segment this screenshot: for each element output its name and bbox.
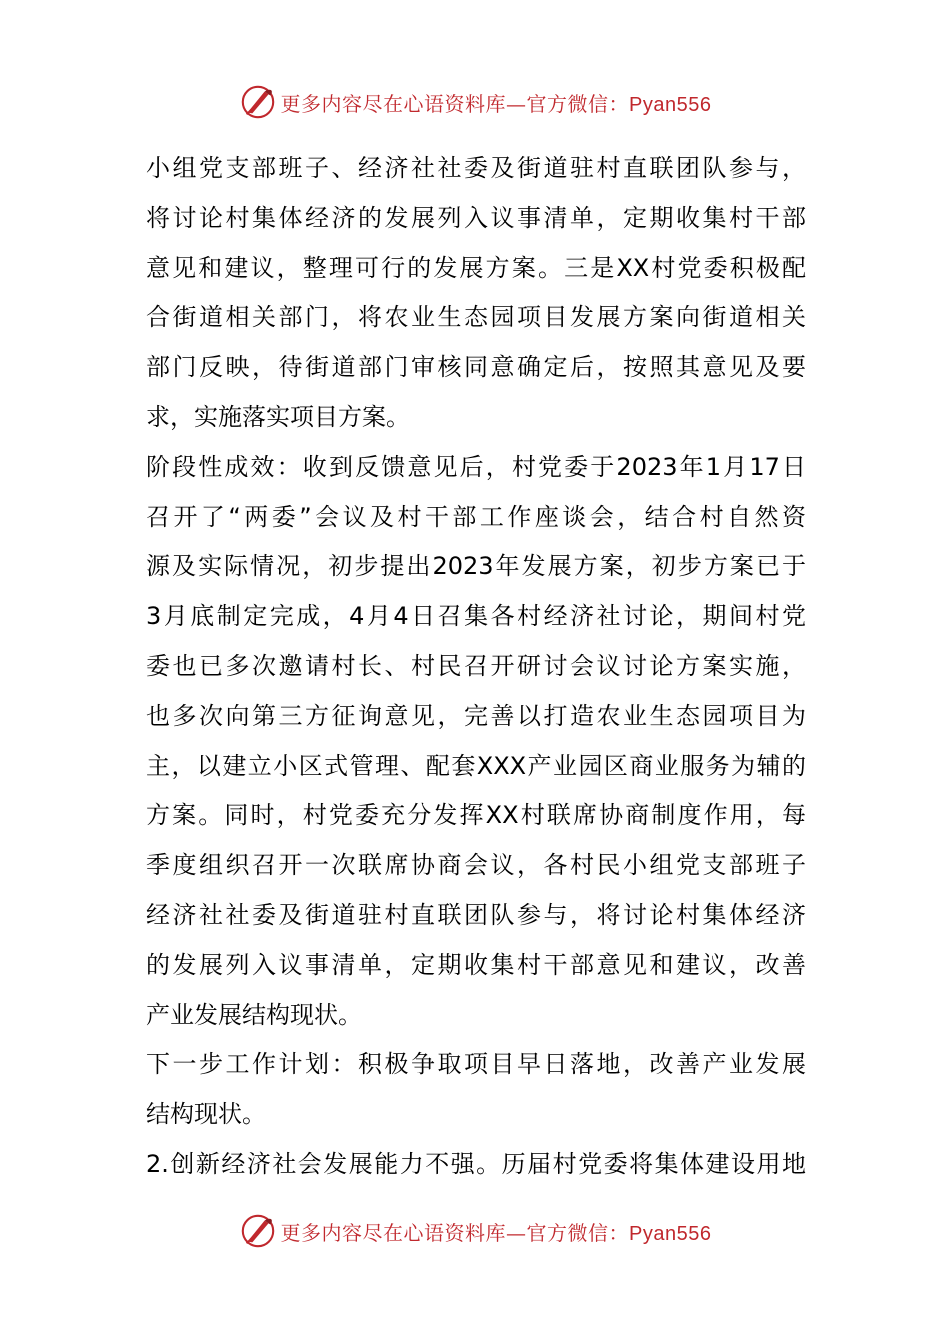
document-body: [146, 144, 806, 1190]
body-text-line: 下一步工作计划：积极争取项目早日落地，改善产业发展: [146, 1050, 806, 1079]
quill-logo-icon: [239, 83, 277, 121]
body-text-line: 部门反映，待街道部门审核同意确定后，按照其意见及要: [146, 353, 806, 382]
body-text-line: 也多次向第三方征询意见，完善以打造农业生态园项目为: [146, 701, 806, 730]
watermark-handle: Pyan556: [629, 93, 712, 116]
body-text-line: 召开了“两委”会议及村干部工作座谈会，结合村自然资: [146, 502, 806, 531]
watermark-text: [281, 88, 712, 117]
body-text-line: 2.创新经济社会发展能力不强。历届村党委将集体建设用地: [146, 1149, 806, 1178]
quill-logo-icon: [239, 1212, 277, 1250]
body-text-line: 产业发展结构现状。: [146, 1000, 362, 1029]
body-text-line: 将讨论村集体经济的发展列入议事清单，定期收集村干部: [146, 203, 806, 232]
body-text-line: 结构现状。: [146, 1100, 266, 1129]
body-text-line: 源及实际情况，初步提出2023年发展方案，初步方案已于: [146, 552, 806, 581]
body-text-line: 季度组织召开一次联席协商会议，各村民小组党支部班子: [146, 851, 806, 880]
watermark-footer: [0, 1209, 950, 1253]
body-text-line: 委也已多次邀请村长、村民召开研讨会议讨论方案实施，: [146, 651, 806, 680]
body-text-line: 方案。同时，村党委充分发挥XX村联席协商制度作用，每: [146, 801, 806, 830]
body-text-line: 小组党支部班子、经济社社委及街道驻村直联团队参与，: [146, 154, 806, 182]
body-text-line: 主，以建立小区式管理、配套XXX产业园区商业服务为辅的: [146, 751, 806, 780]
body-text-line: 的发展列入议事清单，定期收集村干部意见和建议，改善: [146, 950, 806, 979]
watermark-label: 更多内容尽在心语资料库—官方微信：: [280, 1220, 630, 1245]
body-text-line: 3月底制定完成，4月4日召集各村经济社讨论，期间村党: [146, 602, 806, 631]
watermark-handle: Pyan556: [629, 1222, 712, 1245]
watermark-label: 更多内容尽在心语资料库—官方微信：: [280, 91, 630, 116]
body-text-line: 经济社社委及街道驻村直联团队参与，将讨论村集体经济: [146, 900, 806, 929]
body-text-line: 求，实施落实项目方案。: [146, 402, 410, 431]
watermark-text: [281, 1217, 712, 1246]
body-text-line: 意见和建议，整理可行的发展方案。三是XX村党委积极配: [146, 253, 806, 282]
watermark-header: [0, 80, 950, 124]
body-text-line: 阶段性成效：收到反馈意见后，村党委于2023年1月17日: [146, 452, 806, 481]
body-text-line: 合街道相关部门，将农业生态园项目发展方案向街道相关: [146, 303, 806, 332]
